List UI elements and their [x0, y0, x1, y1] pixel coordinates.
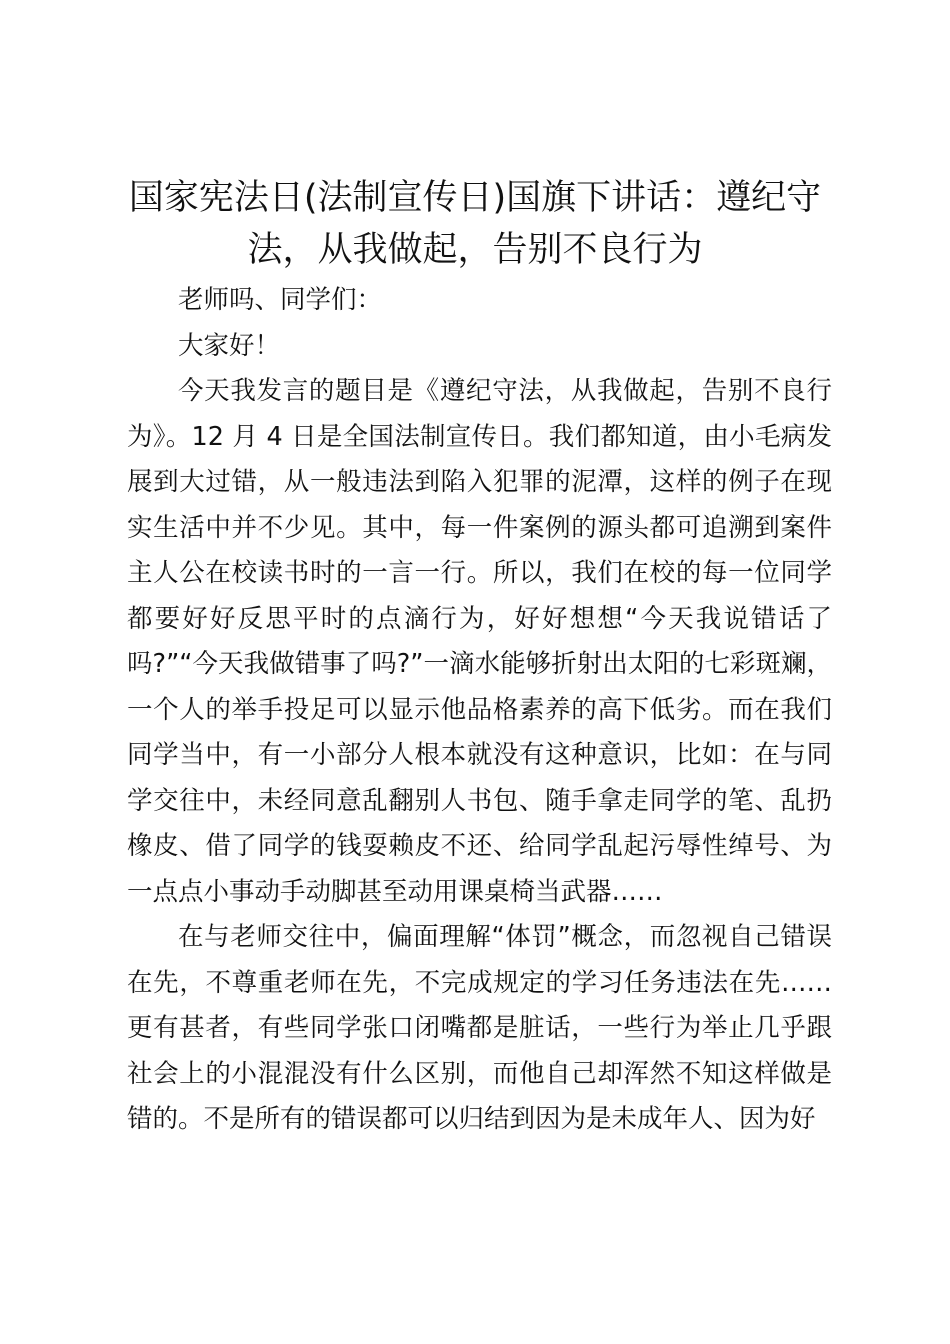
document-title: 国家宪法日(法制宣传日)国旗下讲话：遵纪守法，从我做起，告别不良行为 [128, 178, 822, 270]
greeting-line: 老师吗、同学们： [178, 285, 383, 315]
document-body [127, 278, 832, 1143]
salutation-line: 大家好！ [178, 330, 281, 361]
body-paragraph-2: 在与老师交往中，偏面理解“体罚”概念，而忽视自己错误在先，不尊重老师在先，不完成规定的学习任务违法在先……更有甚者，有些同学张口闭嘴都是脏话，一些行为举止几乎跟社会上的小混混没有什么区别，而他自己却浑然不知这样做是错的。不是所有的错误都可以归结到因为是未成年人、因为好 [127, 922, 832, 1134]
body-paragraph-1: 今天我发言的题目是《遵纪守法，从我做起，告别不良行为》。12 月 4 日是全国法制宣传日。我们都知道，由小毛病发展到大过错，从一般违法到陷入犯罪的泥潭，这样的例子在现实生活中并不少见。其中，每一件案例的源头都可追溯到案件主人公在校读书时的一言一行。所以，我们在校的每一位同学都要好好反思平时的点滴行为，好好想想“今天我说错话了吗?”“今天我做错事了吗?”一滴水能够折射出太阳的七彩斑斓，一个人的举手投足可以显示他品格素养的高下低劣。而在我们同学当中，有一小部分人根本就没有这种意识，比如：在与同学交往中，未经同意乱翻别人书包、随手拿走同学的笔、乱扔橡皮、借了同学的钱耍赖皮不还、给同学乱起污辱性绰号、为一点点小事动手动脚甚至动用课桌椅当武器…… [127, 376, 832, 907]
